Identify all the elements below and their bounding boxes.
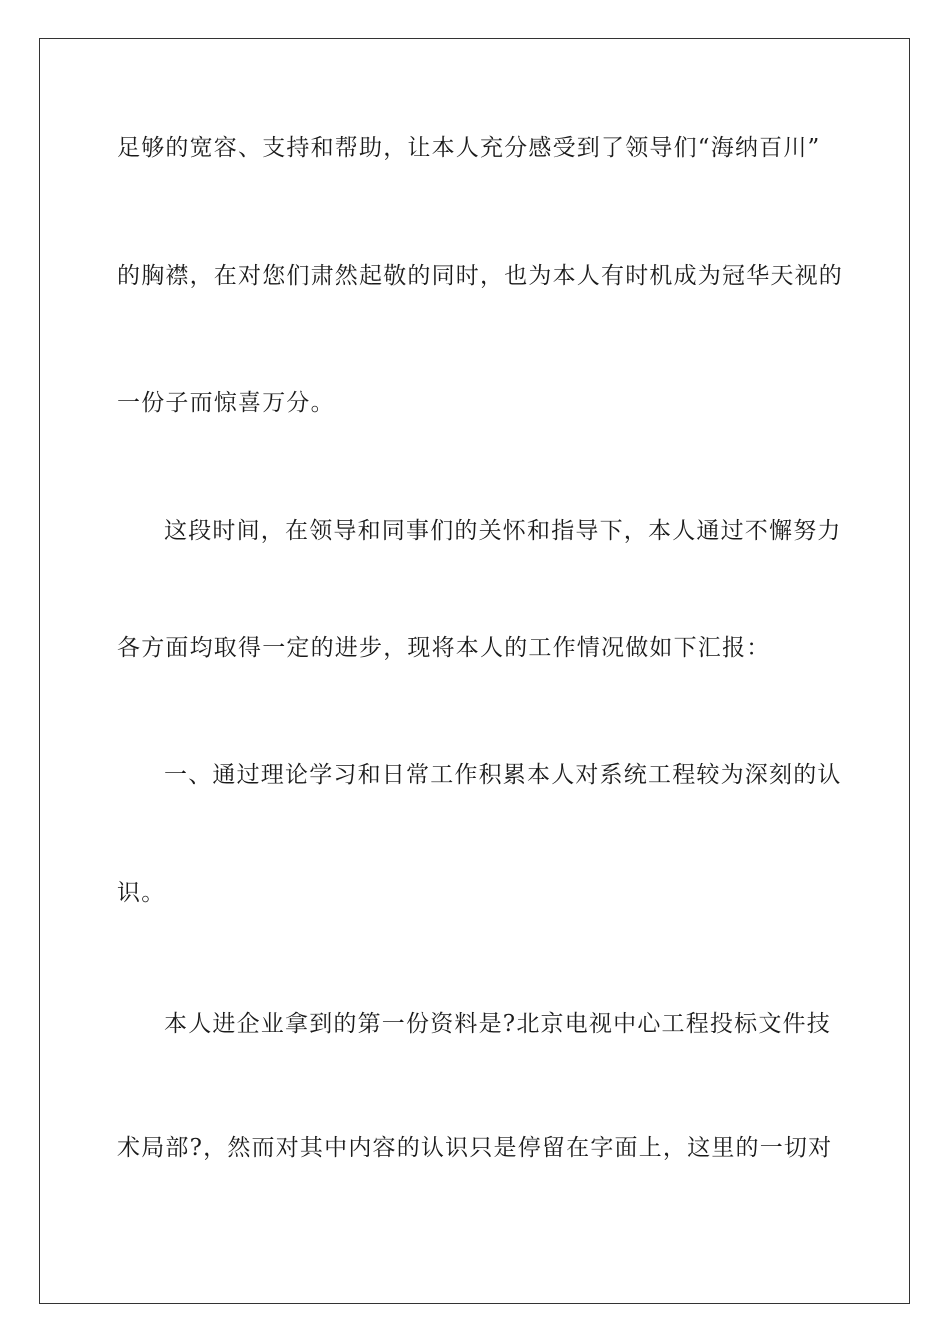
page-border [39,38,910,1304]
paragraph-start-2: 本人进企业拿到的第一份资料是?北京电视中心工程投标文件技 [164,1011,831,1037]
text-line-1: 足够的宽容、支持和帮助，让本人充分感受到了领导们“海纳百川” [117,135,821,161]
text-line-2: 的胸襟，在对您们肃然起敬的同时，也为本人有时机成为冠华天视的 [117,263,843,289]
text-line-7: 识。 [117,880,166,906]
paragraph-start-1: 这段时间，在领导和同事们的关怀和指导下，本人通过不懈努力 [164,518,842,544]
text-line-3: 一份子而惊喜万分。 [117,390,335,416]
text-line-9: 术局部?，然而对其中内容的认识只是停留在字面上，这里的一切对 [117,1135,833,1161]
section-heading-1: 一、通过理论学习和日常工作积累本人对系统工程较为深刻的认 [164,762,842,788]
text-line-5: 各方面均取得一定的进步，现将本人的工作情况做如下汇报： [117,635,771,661]
